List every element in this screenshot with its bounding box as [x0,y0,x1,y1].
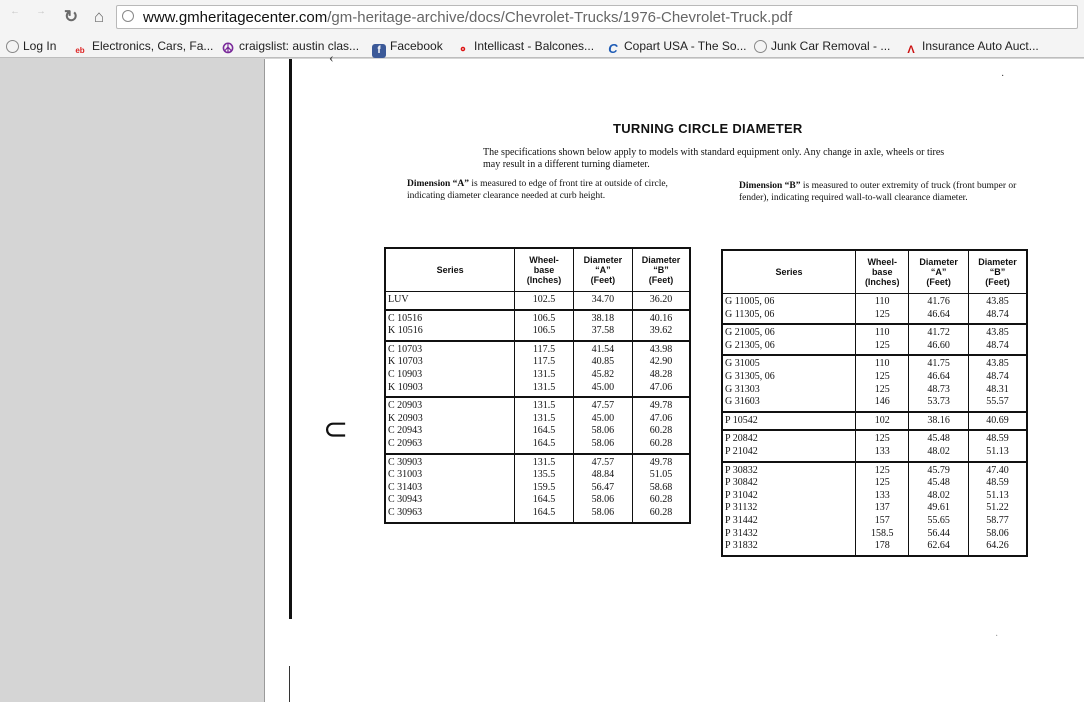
dimension-a-text: is measured to edge of front tire at outside of circle, indicating diameter clearance needed at curb height. [407,179,668,201]
diameter-b-cell: 36.20 [633,292,690,310]
dimension-b-text: is measured to outer extremity of truck (front bumper or fender), indicating required wall-to-wall clearance diameter. [739,181,1017,203]
pdf-page[interactable] [265,51,1084,702]
series-cell: G 21005, 06 G 21305, 06 [722,324,856,355]
diameter-b-cell: 47.40 48.59 51.13 51.22 58.77 58.06 64.26 [968,462,1027,556]
series-cell: P 30832 P 30842 P 31042 P 31132 P 31442 P 31432 P 31832 [722,462,856,556]
wheelbase-cell: 110 125 [856,324,909,355]
copart-icon: C [608,41,618,56]
dimension-b-note [739,180,1019,204]
bookmark-label: Facebook [390,39,443,53]
wheelbase-cell: 131.5 131.5 164.5 164.5 [515,397,573,453]
wheelbase-cell: 131.5 135.5 159.5 164.5 164.5 [515,454,573,523]
table-row-group [722,412,1027,431]
scan-mark: ‹ [329,51,334,66]
series-cell: C 30903 C 31003 C 31403 C 30943 C 30963 [385,454,515,523]
header-diameter-a: Diameter “A” (Feet) [573,248,632,292]
diameter-b-cell: 43.85 48.74 [968,294,1027,325]
table-row-group [722,324,1027,355]
scan-mark: · [995,631,999,642]
reload-icon: ↻ [63,7,79,26]
header-series: Series [722,250,856,294]
bookmark-log-in[interactable] [6,37,56,55]
series-cell: C 20903 K 20903 C 20943 C 20963 [385,397,515,453]
header-wheelbase: Wheel- base (Inches) [515,248,573,292]
series-cell: G 11005, 06 G 11305, 06 [722,294,856,325]
wheelbase-cell: 106.5 106.5 [515,310,573,341]
dimension-a-label: Dimension “A” [407,179,470,189]
diameter-a-cell: 45.79 45.48 48.02 49.61 55.65 56.44 62.64 [909,462,969,556]
bookmark-label: Intellicast - Balcones... [474,39,595,53]
series-cell: P 10542 [722,412,856,431]
arrow-left-icon: ← [10,6,20,17]
series-cell: C 10703 K 10703 C 10903 K 10903 [385,341,515,397]
series-cell: LUV [385,292,515,310]
diameter-b-cell: 43.85 48.74 48.31 55.57 [968,355,1027,411]
diameter-a-cell: 47.57 45.00 58.06 58.06 [573,397,632,453]
forward-button[interactable] [30,6,52,28]
header-diameter-b: Diameter “B” (Feet) [633,248,690,292]
table-row-group [385,310,690,341]
address-bar[interactable] [116,5,1078,29]
url-text[interactable] [143,9,792,26]
dimension-b-label: Dimension “B” [739,181,801,191]
table-row-group [722,294,1027,325]
url-host: www.gmheritagecenter.com [143,9,328,26]
diameter-b-cell: 43.85 48.74 [968,324,1027,355]
diameter-a-cell: 47.57 48.84 56.47 58.06 58.06 [573,454,632,523]
table-row-group [722,430,1027,461]
diameter-a-cell: 41.75 46.64 48.73 53.73 [909,355,969,411]
bookmark-copart[interactable] [606,37,747,55]
diameter-b-cell: 49.78 47.06 60.28 60.28 [633,397,690,453]
intellicast-icon: ∘ [458,41,468,56]
intro-text: The specifications shown below apply to models with standard equipment only. Any change in axle, wheels or tires may result in a different turning diameter. [483,147,945,170]
bookmarks-bar [0,34,1084,58]
facebook-icon: f [372,44,386,58]
iaa-icon: Λ [907,44,915,56]
home-icon: ⌂ [93,7,105,26]
diameter-b-cell: 48.59 51.13 [968,430,1027,461]
header-wheelbase: Wheel- base (Inches) [856,250,909,294]
diameter-a-cell: 38.16 [909,412,969,431]
diameter-a-cell: 41.72 46.60 [909,324,969,355]
bookmark-ebay[interactable] [72,37,213,55]
wheelbase-cell: 117.5 117.5 131.5 131.5 [515,341,573,397]
globe-icon [6,40,19,53]
bookmark-junk-car[interactable] [754,37,890,55]
table-row-group [385,397,690,453]
series-cell: C 10516 K 10516 [385,310,515,341]
table-row-group [385,292,690,310]
bookmark-label: Log In [23,39,57,53]
ebay-icon: eb [75,46,85,55]
wheelbase-cell: 110 125 [856,294,909,325]
bookmark-label: Insurance Auto Auct... [922,39,1039,53]
diameter-b-cell: 43.98 42.90 48.28 47.06 [633,341,690,397]
diameter-a-cell: 41.76 46.64 [909,294,969,325]
diameter-a-cell: 38.18 37.58 [573,310,632,341]
reload-button[interactable] [60,6,82,28]
bookmark-intellicast[interactable] [456,37,594,55]
scan-mark: ⊂ [323,413,349,446]
wheelbase-cell: 125 125 133 137 157 158.5 178 [856,462,909,556]
wheelbase-cell: 110 125 125 146 [856,355,909,411]
table-row-group [385,341,690,397]
arrow-right-icon: → [36,6,46,17]
header-diameter-b: Diameter “B” (Feet) [968,250,1027,294]
bookmark-craigslist[interactable] [221,37,359,55]
header-series: Series [385,248,515,292]
page-info-icon [122,10,134,22]
wheelbase-cell: 125 133 [856,430,909,461]
diameter-b-cell: 40.69 [968,412,1027,431]
back-button[interactable] [4,6,26,28]
dimension-a-note [407,178,680,202]
diameter-b-cell: 49.78 51.05 58.68 60.28 60.28 [633,454,690,523]
turning-table-right [721,249,1028,557]
browser-toolbar [0,0,1084,34]
bookmark-label: Copart USA - The So... [624,39,747,53]
table-row-group [722,462,1027,556]
page-border-line [289,666,290,702]
table-row-group [722,355,1027,411]
diameter-a-cell: 34.70 [573,292,632,310]
series-cell: P 20842 P 21042 [722,430,856,461]
bookmark-facebook[interactable] [372,37,443,55]
diameter-b-cell: 40.16 39.62 [633,310,690,341]
wheelbase-cell: 102 [856,412,909,431]
home-button[interactable] [88,6,110,28]
table-row-group [385,454,690,523]
document-title: TURNING CIRCLE DIAMETER [613,121,803,136]
bookmark-label: Electronics, Cars, Fa... [92,39,214,53]
diameter-a-cell: 41.54 40.85 45.82 45.00 [573,341,632,397]
diameter-a-cell: 45.48 48.02 [909,430,969,461]
page-border-line [289,59,292,619]
wheelbase-cell: 102.5 [515,292,573,310]
bookmark-label: Junk Car Removal - ... [771,39,891,53]
peace-icon: ☮ [221,40,235,56]
turning-table-left [384,247,691,524]
header-diameter-a: Diameter “A” (Feet) [909,250,969,294]
url-path: /gm-heritage-archive/docs/Chevrolet-Trucks/1976-Chevrolet-Truck.pdf [327,9,793,26]
scan-mark: · [1001,71,1005,82]
globe-icon [754,40,767,53]
series-cell: G 31005 G 31305, 06 G 31303 G 31603 [722,355,856,411]
bookmark-label: craigslist: austin clas... [239,39,360,53]
bookmark-iaa[interactable] [904,37,1039,55]
